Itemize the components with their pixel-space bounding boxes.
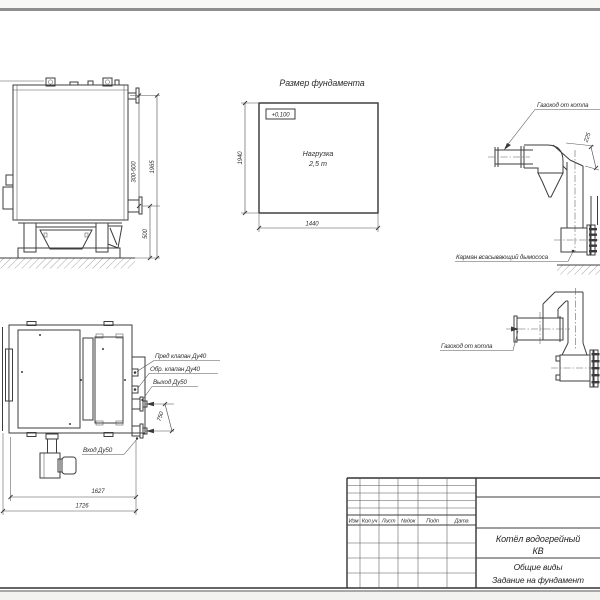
- dim-offset: 225: [583, 132, 593, 144]
- side-view-dimensions: [130, 94, 160, 261]
- tb-col-list: Лист: [381, 518, 396, 525]
- dim-750: [145, 402, 174, 433]
- product-name-line1: Котёл водогрейный: [495, 534, 581, 544]
- dim-pipe-range: 300-500: [131, 161, 138, 183]
- furnace-panel: [18, 330, 80, 428]
- check-valve-stub: [132, 386, 138, 393]
- inlet-label: Вход Ду50: [83, 447, 113, 454]
- pocket-label: Карман всасывающий дымососа: [456, 254, 548, 261]
- suction-pocket: [554, 196, 599, 255]
- elevation-mark: +0,100: [271, 112, 290, 119]
- tb-col-podp: Подп: [426, 518, 439, 525]
- sheet-title-line2: Задание на фундамент: [492, 575, 584, 585]
- convective-panel: [95, 337, 123, 423]
- flue-inlet-duct: [488, 146, 533, 168]
- boiler-body: [13, 85, 128, 220]
- flue-side-view: [440, 288, 600, 387]
- flue-front-view: [455, 101, 600, 275]
- product-name-line2: КВ: [532, 546, 544, 556]
- dim-total-height: 1965: [150, 160, 156, 174]
- sheet-title-line1: Общие виды: [513, 562, 563, 572]
- rear-header: [132, 357, 145, 433]
- boiler-plan-view: [1, 322, 220, 516]
- boiler-side-view: [0, 78, 160, 269]
- fan-motor: [62, 457, 76, 474]
- dim-225: [566, 131, 599, 170]
- tb-col-izm: Изм: [348, 518, 359, 525]
- load-label: Нагрузка: [302, 149, 334, 158]
- outlet-label: Выход Ду50: [153, 379, 187, 386]
- foundation-plan-title: Размер фундамента: [279, 78, 365, 88]
- safety-valve-stub: [132, 369, 138, 376]
- dim-depth: 1940: [238, 151, 244, 165]
- title-block: [0, 478, 600, 588]
- tb-col-data: Дата: [454, 518, 469, 525]
- flue-label-2: Газоход от котла: [441, 343, 493, 350]
- flue-label-1: Газоход от котла: [537, 102, 589, 109]
- dim-overall-length: 1726: [75, 503, 89, 510]
- fan-connection-box: [551, 343, 600, 387]
- page-edge-bottom: [0, 592, 600, 600]
- dim-body-length: 1627: [91, 489, 105, 495]
- dim-width: 1440: [305, 221, 319, 228]
- wall-hatching: [557, 266, 600, 275]
- flue-vertical-duct: [553, 145, 583, 252]
- tb-col-koluch: Кол.уч: [361, 518, 378, 525]
- flue-elbow: [524, 145, 563, 197]
- check-valve-label: Обр. клапан Ду40: [150, 366, 200, 373]
- boiler-plan-outline: [9, 325, 132, 433]
- dim-pipe-spacing: 750: [156, 411, 166, 423]
- safety-valve-label: Пред клапан Ду40: [155, 353, 207, 360]
- tb-col-dok: №док: [400, 518, 416, 525]
- foundation-plan: [238, 78, 380, 232]
- load-value: 2,5 т: [309, 159, 327, 168]
- dim-foundation-height: 500: [143, 229, 149, 239]
- ground-hatching: [0, 259, 135, 269]
- fan-assembly: [40, 434, 76, 478]
